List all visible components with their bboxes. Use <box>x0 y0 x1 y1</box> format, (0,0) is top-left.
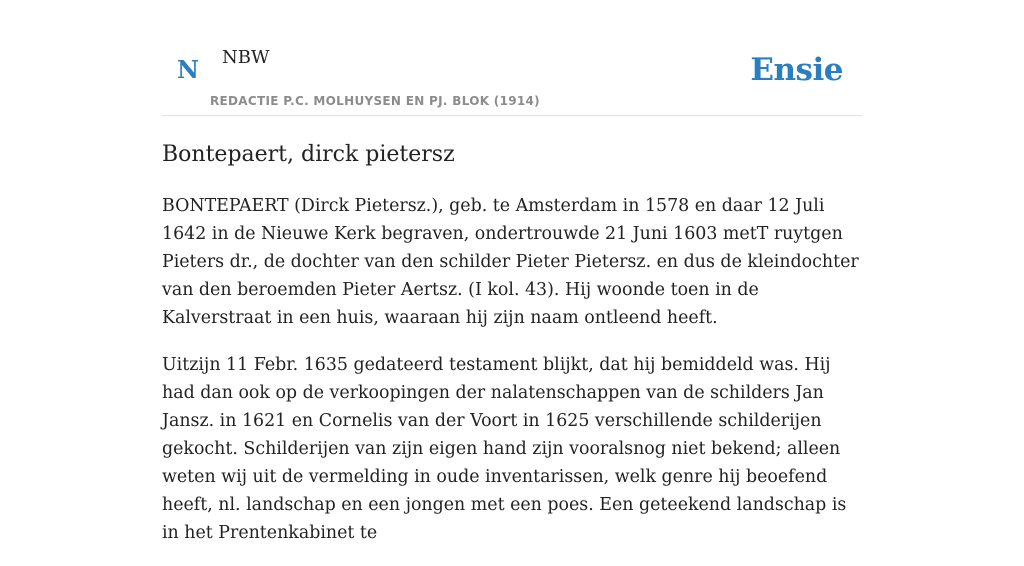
source-logo[interactable]: N <box>177 55 199 84</box>
article-paragraph: Uitzijn 11 Febr. 1635 gedateerd testament blijkt, dat hij bemiddeld was. Hij had dan ook op de verkoopingen der nalatenschappen van de schilders Jan Jansz. in 1621 en Cornelis van der Voort in 1625 verschillende schilderijen gekocht. Schilderijen van zijn eigen hand zijn vooralsnog niet bekend; alleen weten wij uit de vermelding in oude inventarissen, welk genre hij beoefend heeft, nl. landschap en een jongen met een poes. Een geteekend landschap is in het Prentenkabinet te <box>162 355 847 543</box>
header <box>162 0 862 116</box>
article-paragraph: BONTEPAERT (Dirck Pietersz.), geb. te Amsterdam in 1578 en daar 12 Juli 1642 in de Nieuwe Kerk begraven, ondertrouwde 21 Juni 1603 metT ruytgen Pieters dr., de dochter van den schilder Pieter Pietersz. en dus de kleindochter van den beroemden Pieter Aertsz. (I kol. 43). Hij woonde toen in de Kalverstraat in een huis, waaraan hij zijn naam ontleend heeft. <box>162 196 859 328</box>
source-name[interactable]: NBW <box>222 47 270 68</box>
article-body <box>162 192 862 566</box>
ensie-logo[interactable]: Ensie <box>750 52 843 88</box>
page-title: Bontepaert, dirck pietersz <box>162 142 455 167</box>
source-subtitle: REDACTIE P.C. MOLHUYSEN EN PJ. BLOK (1914) <box>210 94 540 108</box>
